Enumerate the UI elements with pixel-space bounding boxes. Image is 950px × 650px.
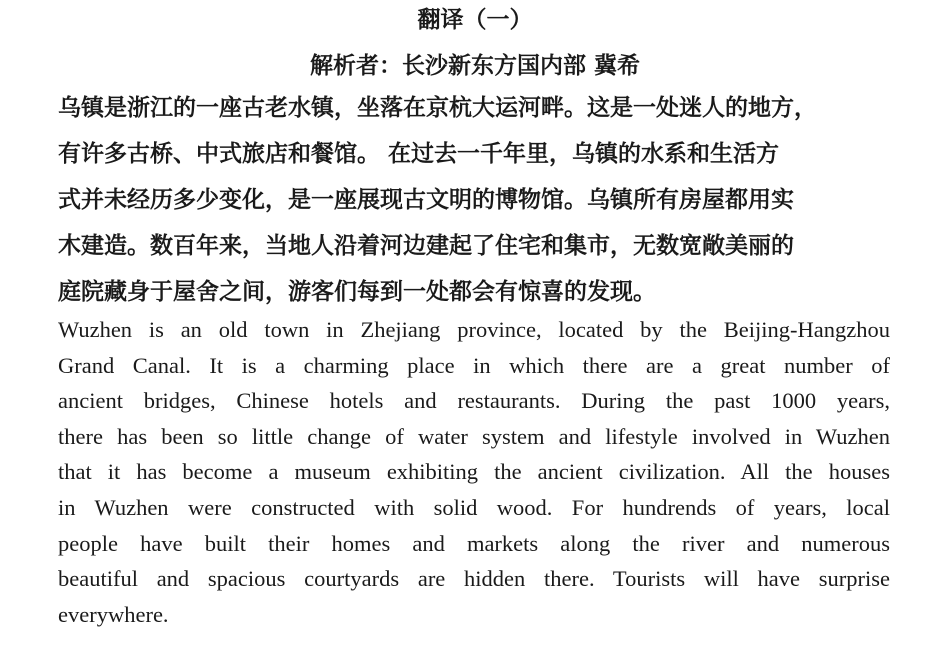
- chinese-line: 木建造。数百年来，当地人沿着河边建起了住宅和集市，无数宽敞美丽的: [58, 232, 794, 259]
- english-line: people have built their homes and markets along the river and numerous: [58, 530, 890, 556]
- english-line: ancient bridges, Chinese hotels and restaurants. During the past 1000 years,: [58, 388, 890, 414]
- chinese-line: 有许多古桥、中式旅店和餐馆。 在过去一千年里，乌镇的水系和生活方: [58, 140, 780, 167]
- english-paragraph: [58, 315, 890, 635]
- english-line: that it has become a museum exhibiting the ancient civilization. All the houses: [58, 459, 890, 485]
- chinese-line: 乌镇是浙江的一座古老水镇，坐落在京杭大运河畔。这是一处迷人的地方，: [58, 94, 817, 121]
- document-author: 解析者：长沙新东方国内部 冀希: [309, 52, 640, 79]
- english-line: Grand Canal. It is a charming place in which there are a great number of: [58, 352, 890, 378]
- english-line: in Wuzhen were constructed with solid wood. For hundrends of years, local: [58, 494, 890, 520]
- english-line: Wuzhen is an old town in Zhejiang province, located by the Beijing-Hangzhou: [58, 317, 890, 342]
- english-line: there has been so little change of water system and lifestyle involved in Wuzhen: [58, 423, 890, 449]
- english-line: everywhere.: [58, 601, 169, 627]
- chinese-line: 式并未经历多少变化，是一座展现古文明的博物馆。乌镇所有房屋都用实: [58, 186, 794, 213]
- chinese-line: 庭院藏身于屋舍之间，游客们每到一处都会有惊喜的发现。: [58, 278, 656, 305]
- chinese-paragraph: [58, 88, 898, 318]
- document-title: 翻译（一）: [417, 6, 533, 33]
- english-line: beautiful and spacious courtyards are hidden there. Tourists will have surprise: [58, 566, 890, 592]
